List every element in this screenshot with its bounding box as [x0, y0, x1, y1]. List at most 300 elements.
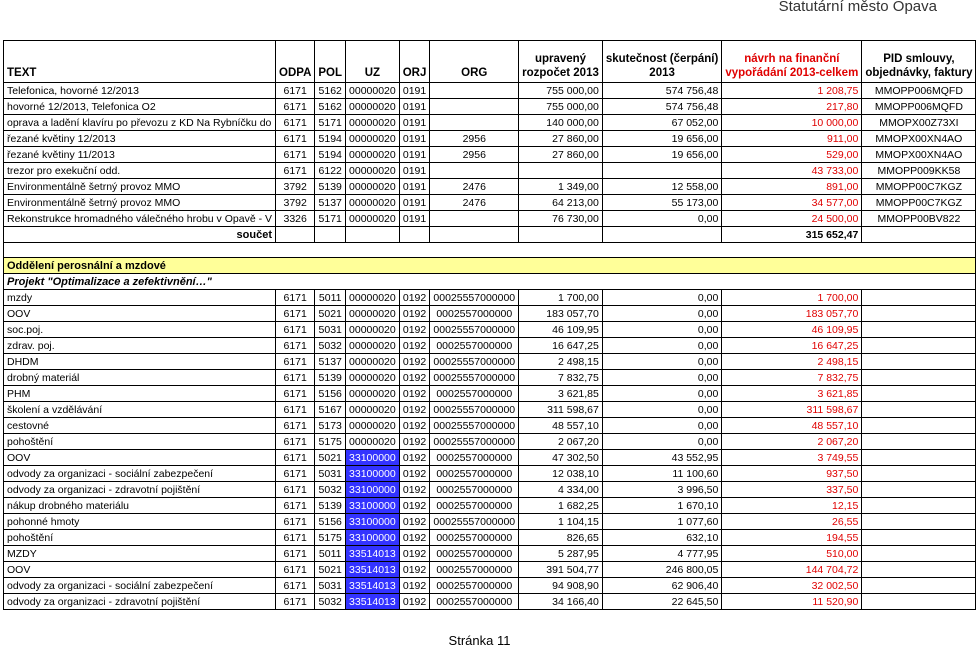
cell-skutecnost: 0,00 [602, 306, 721, 322]
cell-pid [862, 530, 976, 546]
cell-org: 0002557000000 [430, 386, 519, 402]
cell-orj: 0191 [399, 115, 430, 131]
table-row [4, 338, 976, 354]
cell-skutecnost: 55 173,00 [602, 195, 721, 211]
cell-navrh: 11 520,90 [722, 594, 862, 610]
cell-orj: 0191 [399, 195, 430, 211]
cell-pol: 5139 [315, 179, 346, 195]
cell-upraveny: 3 621,85 [519, 386, 603, 402]
cell-orj: 0191 [399, 163, 430, 179]
table-row [4, 578, 976, 594]
cell-upraveny: 64 213,00 [519, 195, 603, 211]
cell-pol: 5021 [315, 562, 346, 578]
cell-uz: 33514013 [346, 594, 400, 610]
table-row [4, 530, 976, 546]
cell-uz: 00000020 [346, 418, 400, 434]
cell-navrh: 32 002,50 [722, 578, 862, 594]
section-title: Oddělení perosnální a mzdové [4, 258, 976, 274]
cell-text: drobný materiál [4, 370, 276, 386]
table-row [4, 306, 976, 322]
cell-skutecnost: 19 656,00 [602, 131, 721, 147]
col-header-upraveny-line2: rozpočet 2013 [522, 67, 599, 79]
cell-orj: 0192 [399, 290, 430, 306]
cell-uz: 00000020 [346, 115, 400, 131]
cell-upraveny: 34 166,40 [519, 594, 603, 610]
table-row [4, 482, 976, 498]
sum-label: součet [4, 227, 276, 243]
cell-navrh: 194,55 [722, 530, 862, 546]
spacer-row [4, 243, 976, 258]
cell-navrh: 3 621,85 [722, 386, 862, 402]
cell-upraveny: 1 349,00 [519, 179, 603, 195]
table-row [4, 290, 976, 306]
cell-upraveny: 48 557,10 [519, 418, 603, 434]
cell-navrh: 337,50 [722, 482, 862, 498]
cell-pid: MMOPX00XN4AO [862, 147, 976, 163]
cell-navrh: 16 647,25 [722, 338, 862, 354]
col-header-pol: POL [315, 41, 346, 83]
cell-pol: 5175 [315, 530, 346, 546]
cell-skutecnost: 632,10 [602, 530, 721, 546]
cell-org: 0002557000000 [430, 594, 519, 610]
cell-navrh: 24 500,00 [722, 211, 862, 227]
cell-orj: 0192 [399, 594, 430, 610]
cell-uz: 00000020 [346, 290, 400, 306]
cell-pid [862, 466, 976, 482]
col-header-skutecnost-line2: 2013 [649, 67, 675, 79]
cell-odpa: 6171 [276, 482, 315, 498]
table-row [4, 498, 976, 514]
cell-skutecnost: 0,00 [602, 402, 721, 418]
cell-text: trezor pro exekuční odd. [4, 163, 276, 179]
cell-org: 0002557000000 [430, 306, 519, 322]
cell-org: 0002557000000 [430, 482, 519, 498]
table-row [4, 211, 976, 227]
cell-skutecnost: 574 756,48 [602, 83, 721, 99]
cell-odpa: 6171 [276, 466, 315, 482]
cell-orj: 0191 [399, 99, 430, 115]
page-footer: Stránka 11 [448, 633, 511, 648]
cell-pid [862, 306, 976, 322]
cell-odpa: 3792 [276, 179, 315, 195]
cell-orj: 0192 [399, 370, 430, 386]
table-row [4, 147, 976, 163]
table-row [4, 450, 976, 466]
col-header-pid [862, 41, 976, 83]
cell-navrh: 7 832,75 [722, 370, 862, 386]
cell-odpa: 6171 [276, 434, 315, 450]
cell-navrh: 891,00 [722, 179, 862, 195]
cell-uz: 00000020 [346, 179, 400, 195]
cell-skutecnost [602, 163, 721, 179]
cell-pol: 5137 [315, 195, 346, 211]
col-header-org: ORG [430, 41, 519, 83]
cell-odpa: 6171 [276, 386, 315, 402]
cell-org: 00025557000000 [430, 418, 519, 434]
cell-pol: 6122 [315, 163, 346, 179]
cell-navrh: 183 057,70 [722, 306, 862, 322]
cell-skutecnost: 1 077,60 [602, 514, 721, 530]
cell-text: odvody za organizaci - zdravotní pojištění [4, 482, 276, 498]
cell-pol: 5171 [315, 115, 346, 131]
cell-pid [862, 402, 976, 418]
cell-skutecnost: 19 656,00 [602, 147, 721, 163]
cell-navrh: 217,80 [722, 99, 862, 115]
cell-orj: 0191 [399, 179, 430, 195]
table-row [4, 354, 976, 370]
cell-text: PHM [4, 386, 276, 402]
cell-skutecnost: 246 800,05 [602, 562, 721, 578]
cell-odpa: 6171 [276, 322, 315, 338]
cell-skutecnost: 12 558,00 [602, 179, 721, 195]
cell-orj: 0192 [399, 402, 430, 418]
cell-uz: 00000020 [346, 354, 400, 370]
cell-upraveny: 311 598,67 [519, 402, 603, 418]
cell-upraveny: 7 832,75 [519, 370, 603, 386]
cell-orj: 0192 [399, 338, 430, 354]
cell-upraveny: 1 700,00 [519, 290, 603, 306]
cell-odpa: 6171 [276, 594, 315, 610]
table-row [4, 370, 976, 386]
cell-upraveny: 47 302,50 [519, 450, 603, 466]
table-body-personnel [4, 290, 976, 610]
cell-orj: 0192 [399, 482, 430, 498]
col-header-upraveny [519, 41, 603, 83]
table-row [4, 594, 976, 610]
cell-odpa: 6171 [276, 450, 315, 466]
cell-navrh: 43 733,00 [722, 163, 862, 179]
cell-text: pohoštění [4, 530, 276, 546]
cell-pol: 5031 [315, 466, 346, 482]
cell-pol: 5032 [315, 594, 346, 610]
cell-pid: MMOPP009KK58 [862, 163, 976, 179]
cell-skutecnost: 0,00 [602, 211, 721, 227]
cell-upraveny: 76 730,00 [519, 211, 603, 227]
table-row [4, 322, 976, 338]
cell-pid [862, 418, 976, 434]
cell-orj: 0192 [399, 498, 430, 514]
cell-skutecnost: 1 670,10 [602, 498, 721, 514]
cell-pol: 5139 [315, 370, 346, 386]
cell-org: 2476 [430, 179, 519, 195]
cell-uz: 00000020 [346, 211, 400, 227]
cell-pol: 5032 [315, 338, 346, 354]
cell-text: Environmentálně šetrný provoz MMO [4, 179, 276, 195]
cell-pid [862, 514, 976, 530]
cell-org: 0002557000000 [430, 530, 519, 546]
table-row [4, 418, 976, 434]
cell-org: 0002557000000 [430, 578, 519, 594]
table-row [4, 562, 976, 578]
cell-orj: 0192 [399, 418, 430, 434]
cell-skutecnost: 0,00 [602, 418, 721, 434]
cell-odpa: 6171 [276, 147, 315, 163]
table-row [4, 195, 976, 211]
sum-value: 315 652,47 [722, 227, 862, 243]
cell-uz: 00000020 [346, 99, 400, 115]
cell-skutecnost: 43 552,95 [602, 450, 721, 466]
cell-org: 0002557000000 [430, 450, 519, 466]
cell-uz: 00000020 [346, 195, 400, 211]
cell-org: 2956 [430, 131, 519, 147]
cell-uz: 00000020 [346, 338, 400, 354]
cell-upraveny: 391 504,77 [519, 562, 603, 578]
cell-text: odvody za organizaci - zdravotní pojištění [4, 594, 276, 610]
cell-org: 0002557000000 [430, 546, 519, 562]
table-row [4, 434, 976, 450]
cell-odpa: 6171 [276, 354, 315, 370]
cell-pid [862, 578, 976, 594]
cell-skutecnost: 62 906,40 [602, 578, 721, 594]
cell-org: 00025557000000 [430, 370, 519, 386]
cell-odpa: 6171 [276, 115, 315, 131]
cell-pol: 5171 [315, 211, 346, 227]
cell-text: Rekonstrukce hromadného válečného hrobu v Opavě - V [4, 211, 276, 227]
cell-upraveny: 27 860,00 [519, 147, 603, 163]
cell-uz: 33100000 [346, 466, 400, 482]
cell-text: odvody za organizaci - sociální zabezpečení [4, 578, 276, 594]
cell-org [430, 83, 519, 99]
cell-orj: 0192 [399, 530, 430, 546]
project-title: Projekt "Optimalizace a zefektivnění…" [4, 274, 976, 290]
cell-orj: 0192 [399, 354, 430, 370]
cell-pid [862, 498, 976, 514]
cell-pid [862, 562, 976, 578]
col-header-skutecnost [602, 41, 721, 83]
cell-pol: 5011 [315, 290, 346, 306]
cell-pid: MMOPP00BV822 [862, 211, 976, 227]
cell-uz: 33100000 [346, 450, 400, 466]
cell-upraveny: 140 000,00 [519, 115, 603, 131]
cell-odpa: 6171 [276, 99, 315, 115]
cell-skutecnost: 67 052,00 [602, 115, 721, 131]
cell-skutecnost: 3 996,50 [602, 482, 721, 498]
cell-org: 0002557000000 [430, 498, 519, 514]
cell-uz: 00000020 [346, 306, 400, 322]
cell-skutecnost: 0,00 [602, 370, 721, 386]
cell-navrh: 937,50 [722, 466, 862, 482]
cell-orj: 0191 [399, 147, 430, 163]
cell-pol: 5021 [315, 306, 346, 322]
cell-org [430, 115, 519, 131]
cell-org: 00025557000000 [430, 402, 519, 418]
cell-pid [862, 594, 976, 610]
cell-pid [862, 322, 976, 338]
cell-text: OOV [4, 306, 276, 322]
col-header-odpa: ODPA [276, 41, 315, 83]
cell-odpa: 6171 [276, 578, 315, 594]
cell-pid: MMOPX00XN4AO [862, 131, 976, 147]
cell-pol: 5032 [315, 482, 346, 498]
cell-orj: 0192 [399, 514, 430, 530]
cell-pol: 5162 [315, 99, 346, 115]
cell-uz: 33100000 [346, 498, 400, 514]
cell-text: MZDY [4, 546, 276, 562]
cell-odpa: 6171 [276, 370, 315, 386]
cell-pid [862, 386, 976, 402]
table-row [4, 131, 976, 147]
cell-skutecnost: 0,00 [602, 386, 721, 402]
cell-odpa: 6171 [276, 83, 315, 99]
cell-text: OOV [4, 450, 276, 466]
project-title-row [4, 274, 976, 290]
cell-uz: 33514013 [346, 578, 400, 594]
cell-navrh: 48 557,10 [722, 418, 862, 434]
cell-pid [862, 546, 976, 562]
cell-skutecnost: 11 100,60 [602, 466, 721, 482]
cell-text: oprava a ladění klavíru po převozu z KD Na Rybníčku do [4, 115, 276, 131]
cell-navrh: 46 109,95 [722, 322, 862, 338]
cell-pid [862, 338, 976, 354]
cell-upraveny: 4 334,00 [519, 482, 603, 498]
cell-odpa: 3326 [276, 211, 315, 227]
cell-text: pohonné hmoty [4, 514, 276, 530]
cell-navrh: 10 000,00 [722, 115, 862, 131]
cell-text: hovorné 12/2013, Telefonica O2 [4, 99, 276, 115]
cell-navrh: 311 598,67 [722, 402, 862, 418]
cell-skutecnost: 0,00 [602, 322, 721, 338]
table-body-summary [4, 227, 976, 290]
cell-org: 00025557000000 [430, 354, 519, 370]
cell-org [430, 211, 519, 227]
cell-text: Environmentálně šetrný provoz MMO [4, 195, 276, 211]
cell-text: cestovné [4, 418, 276, 434]
sum-row [4, 227, 976, 243]
cell-pid: MMOPP00C7KGZ [862, 195, 976, 211]
table-body-expenses [4, 83, 976, 227]
cell-upraveny: 183 057,70 [519, 306, 603, 322]
cell-uz: 00000020 [346, 83, 400, 99]
cell-navrh: 510,00 [722, 546, 862, 562]
cell-pol: 5156 [315, 386, 346, 402]
cell-org: 2476 [430, 195, 519, 211]
cell-text: řezané květiny 11/2013 [4, 147, 276, 163]
cell-upraveny: 1 682,25 [519, 498, 603, 514]
cell-text: zdrav. poj. [4, 338, 276, 354]
cell-pid: MMOPX00Z73XI [862, 115, 976, 131]
cell-pol: 5139 [315, 498, 346, 514]
cell-uz: 33100000 [346, 530, 400, 546]
cell-orj: 0192 [399, 546, 430, 562]
cell-odpa: 6171 [276, 131, 315, 147]
cell-skutecnost: 22 645,50 [602, 594, 721, 610]
cell-org: 00025557000000 [430, 514, 519, 530]
cell-orj: 0191 [399, 131, 430, 147]
cell-upraveny: 27 860,00 [519, 131, 603, 147]
cell-uz: 00000020 [346, 322, 400, 338]
cell-navrh: 2 067,20 [722, 434, 862, 450]
cell-org: 2956 [430, 147, 519, 163]
cell-pid: MMOPP00C7KGZ [862, 179, 976, 195]
cell-orj: 0192 [399, 434, 430, 450]
cell-upraveny: 755 000,00 [519, 83, 603, 99]
cell-org [430, 99, 519, 115]
cell-upraveny: 16 647,25 [519, 338, 603, 354]
cell-pol: 5156 [315, 514, 346, 530]
cell-uz: 33100000 [346, 482, 400, 498]
cell-pid: MMOPP006MQFD [862, 83, 976, 99]
cell-skutecnost: 0,00 [602, 434, 721, 450]
cell-odpa: 6171 [276, 163, 315, 179]
cell-pol: 5031 [315, 578, 346, 594]
col-header-pid-line2: objednávky, faktury [865, 67, 973, 79]
cell-odpa: 6171 [276, 290, 315, 306]
cell-upraveny: 2 498,15 [519, 354, 603, 370]
table-row [4, 83, 976, 99]
col-header-pid-line1: PID smlouvy, [883, 53, 955, 65]
col-header-uz: UZ [346, 41, 400, 83]
cell-pid [862, 370, 976, 386]
col-header-navrh-line2: vypořádání 2013-celkem [725, 67, 859, 79]
col-header-orj: ORJ [399, 41, 430, 83]
cell-orj: 0192 [399, 306, 430, 322]
cell-odpa: 6171 [276, 530, 315, 546]
cell-pol: 5137 [315, 354, 346, 370]
cell-pid [862, 290, 976, 306]
cell-uz: 00000020 [346, 163, 400, 179]
cell-pol: 5167 [315, 402, 346, 418]
cell-orj: 0192 [399, 322, 430, 338]
cell-upraveny: 5 287,95 [519, 546, 603, 562]
cell-uz: 33514013 [346, 546, 400, 562]
cell-orj: 0192 [399, 578, 430, 594]
cell-odpa: 6171 [276, 402, 315, 418]
cell-upraveny: 46 109,95 [519, 322, 603, 338]
cell-odpa: 6171 [276, 418, 315, 434]
cell-navrh: 1 700,00 [722, 290, 862, 306]
cell-skutecnost: 4 777,95 [602, 546, 721, 562]
cell-pid [862, 354, 976, 370]
cell-pid [862, 450, 976, 466]
cell-navrh: 26,55 [722, 514, 862, 530]
cell-org: 00025557000000 [430, 290, 519, 306]
col-header-navrh [722, 41, 862, 83]
cell-navrh: 529,00 [722, 147, 862, 163]
col-header-upraveny-line1: upravený [534, 53, 587, 65]
cell-pol: 5021 [315, 450, 346, 466]
cell-skutecnost: 0,00 [602, 338, 721, 354]
cell-pol: 5194 [315, 147, 346, 163]
cell-uz: 00000020 [346, 402, 400, 418]
col-header-skutecnost-line1: skutečnost (čerpání) [605, 53, 719, 65]
cell-skutecnost: 0,00 [602, 354, 721, 370]
cell-orj: 0191 [399, 211, 430, 227]
cell-uz: 00000020 [346, 370, 400, 386]
cell-orj: 0192 [399, 450, 430, 466]
cell-uz: 33100000 [346, 514, 400, 530]
budget-table [3, 40, 976, 610]
cell-orj: 0192 [399, 562, 430, 578]
section-title-row [4, 258, 976, 274]
table-row [4, 402, 976, 418]
table-row [4, 163, 976, 179]
cell-skutecnost: 574 756,48 [602, 99, 721, 115]
cell-text: pohoštění [4, 434, 276, 450]
cell-odpa: 6171 [276, 338, 315, 354]
cell-upraveny: 94 908,90 [519, 578, 603, 594]
cell-orj: 0191 [399, 83, 430, 99]
table-row [4, 179, 976, 195]
cell-uz: 33514013 [346, 562, 400, 578]
cell-text: školení a vzdělávání [4, 402, 276, 418]
cell-upraveny: 1 104,15 [519, 514, 603, 530]
cell-skutecnost: 0,00 [602, 290, 721, 306]
cell-pol: 5175 [315, 434, 346, 450]
cell-uz: 00000020 [346, 386, 400, 402]
cell-navrh: 911,00 [722, 131, 862, 147]
cell-navrh: 3 749,55 [722, 450, 862, 466]
table-row [4, 386, 976, 402]
